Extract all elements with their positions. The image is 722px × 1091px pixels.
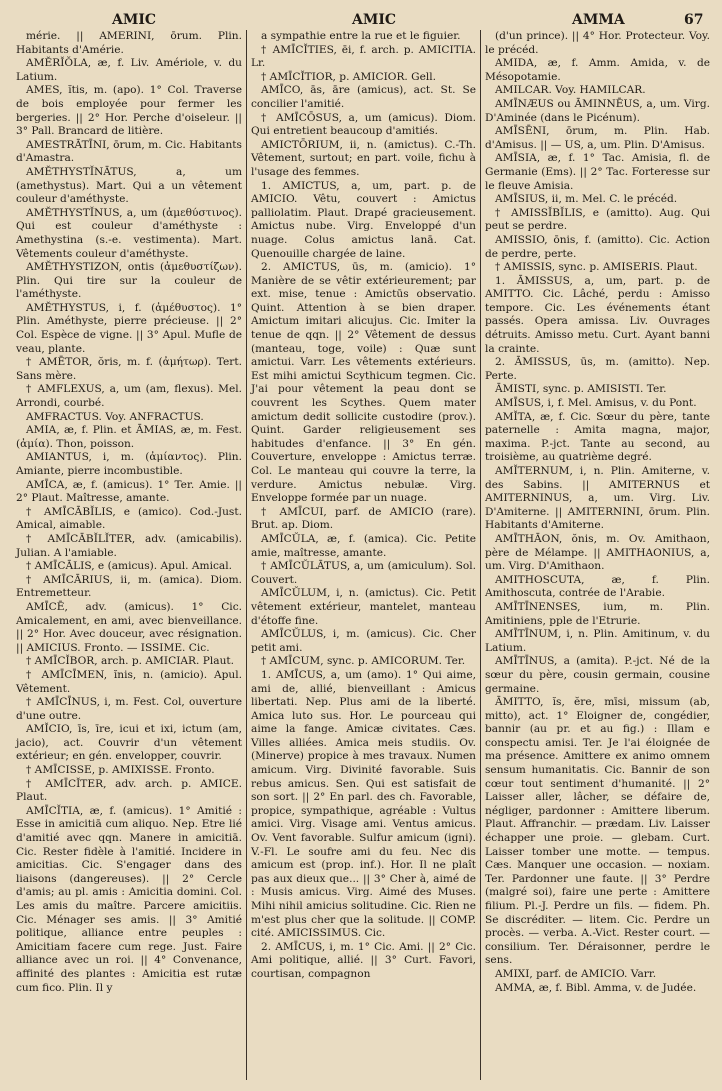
header-left-guide-word: AMIC [112,12,157,28]
dictionary-entry: † AMĪCĀBĬLĬTER, adv. (amicabilis). Julian. A l'amiable. [16,532,242,559]
dictionary-entry: AMĪCĒ, adv. (amicus). 1° Cic. Amicalement, en ami, avec bienveillance. || 2° Hor. Avec douceur, avec résignation. || AMICIUS. Fronto. — ISSIME. Cic. [16,600,242,654]
dictionary-entry: AMILCAR. Voy. HAMILCAR. [495,84,646,97]
dictionary-entry: † AMISSIS, sync. p. AMISERIS. Plaut. [495,261,698,274]
dictionary-entry: a sympathie entre la rue et le figuier. [261,30,461,42]
dictionary-entry: † AMĪCŌSUS, a, um (amicus). Diom. Qui entretient beaucoup d'amitiés. [251,111,476,138]
dictionary-entry: AMĪTĪNENSES, ium, m. Plin. Amitiniens, pple de l'Etrurie. [485,600,710,627]
header-right-guide-word: AMMA [572,12,625,28]
dictionary-entry: † AMFLEXUS, a, um (am, flexus). Mel. Arrondi, courbé. [16,383,242,410]
dictionary-entry: AMĬTERNUM, i, n. Plin. Amiterne, v. des Sabins. || AMITERNUS et AMITERNINUS, a, um. Virg. Liv. D'Amiterne. || AMITERNINI, ōrum. Plin. Habitants d'Amiterne. [485,465,710,532]
dictionary-entry: AMĪTHĀON, ŏnis, m. Ov. Amithaon, père de Mélampe. || AMITHAONIUS, a, um. Virg. D'Amithaon. [485,532,710,573]
dictionary-entry: AMĪCŬLA, æ, f. (amica). Cic. Petite amie, maîtresse, amante. [251,532,476,559]
column-middle [246,30,480,1080]
dictionary-entry: AMIXI, parf. de AMICIO. Varr. [495,967,657,980]
dictionary-entry: AMĪSIUS, ii, m. Mel. C. le précéd. [495,193,678,206]
dictionary-entry: AMITHOSCUTA, æ, f. Plin. Amithoscuta, contrée de l'Arabie. [485,573,710,600]
dictionary-entry: ĀMISTI, sync. p. AMISISTI. Ter. [495,383,667,396]
dictionary-entry: AMĔTHYSTĬNUS, a, um (ἀμεθύστινος). Qui est couleur d'améthyste : Amethystina (s.-e. vestimenta). Mart. Vêtements couleur d'améthyste. [16,206,242,260]
dictionary-entry: AMISSIO, ōnis, f. (amitto). Cic. Action de perdre, perte. [485,233,710,260]
dictionary-entry: AMĬTA, æ, f. Cic. Sœur du père, tante paternelle : Amita magna, major, maxima. P.-jct. Tante au second, au troisième, au quatrième degré. [485,410,710,464]
dictionary-entry: AMIDA, æ, f. Amm. Amida, v. de Mésopotamie. [485,57,710,83]
running-header [12,6,714,30]
dictionary-entry: AMESTRĀTĪNI, ōrum, m. Cic. Habitants d'Amastra. [16,138,242,165]
dictionary-entry: AMĪNÆUS ou ĀMINNĒUS, a, um. Virg. D'Aminée (dans le Picénum). [485,97,710,124]
dictionary-entry: AMĪSIA, æ, f. 1° Tac. Amisia, fl. de Germanie (Ems). || 2° Tac. Forteresse sur le fleuve Amisia. [485,152,710,192]
dictionary-entry: mérie. || AMERINI, ōrum. Plin. Habitants d'Amérie. [16,30,242,56]
dictionary-entry: ĀMITTO, ĭs, ĕre, mīsi, missum (ab, mitto), act. 1° Eloigner de, congédier, bannir (au pr. et au fig.) : Illam e conspectu amisi. Ter. Je l'ai éloignée de ma présence. Amittere ex animo omnem sensum humanitatis. Cic. Bannir de son cœur tout sentiment d'humanité. || 2° Laisser aller, lâcher, se défaire de, négliger, pardonner : Amittere liberum. Plaut. Affranchir. — prædam. Liv. Laisser échapper une proie. — glebam. Curt. Laisser tomber une motte. — tempus. Cæs. Manquer une occasion. — noxiam. Ter. Pardonner une faute. || 3° Perdre (malgré soi), faire une perte : Amittere filium. Pl.-J. Perdre un fils. — fidem. Ph. Se discréditer. — litem. Cic. Perdre un procès. — verba. A.-Vict. Rester court. — consilium. Ter. Déraisonner, perdre le sens. [485,696,710,967]
dictionary-entry: 1. ĀMISSUS, a, um, part. p. de AMITTO. Cic. Lâché, perdu : Amisso tempore. Cic. Les événements étant passés. Opera amissa. Liv. Ouvrages détruits. Amisso metu. Curt. Ayant banni la crainte. [485,274,710,355]
dictionary-entry: AMĪCĬTIA, æ, f. (amicus). 1° Amitié : Esse in amicitiā cum aliquo. Nep. Etre lié d'amitié avec qqn. Manere in amicitiā. Cic. Rester fidèle à l'amitié. Incidere in amicitias. Cic. S'engager dans des liaisons (dangereuses). || 2° Cercle d'amis; au pl. amis : Amicitia domini. Col. Les amis du maître. Parcere amicitiis. Cic. Ménager ses amis. || 3° Amitié politique, alliance entre peuples : Amicitiam facere cum rege. Just. Faire alliance avec un roi. || 4° Convenance, affinité des plantes : Amicitia est rutæ cum fico. Plin. Il y [16,804,242,994]
dictionary-entry: AMĔTHYSTĬNĀTUS, a, um (amethystus). Mart. Qui a un vêtement couleur d'améthyste. [16,165,242,206]
dictionary-entry: AMICTŌRIUM, ii, n. (amictus). C.-Th. Vêtement, surtout; en part. voile, fichu à l'usage des femmes. [251,138,476,178]
dictionary-entry: AMMA, æ, f. Bibl. Amma, v. de Judée. [495,981,697,994]
dictionary-entry: † AMĪCĬTER, adv. arch. p. AMICE. Plaut. [16,777,242,804]
column-left [12,30,246,1080]
page-number: 67 [684,12,704,28]
dictionary-entry: AMĔRĬŎLA, æ, f. Liv. Amériole, v. du Latium. [16,57,242,83]
dictionary-entry: † AMĪCUM, sync. p. AMICORUM. Ter. [261,655,466,668]
dictionary-entry: 2. ĀMISSUS, ūs, m. (amitto). Nep. Perte. [485,356,710,382]
dictionary-entry: AMĪTĪNUS, a (amita). P.-jct. Né de la sœur du père, cousin germain, cousine germaine. [485,655,710,695]
dictionary-entry: AMĪCŬLUS, i, m. (amicus). Cic. Cher petit ami. [251,628,476,654]
dictionary-entry: † AMĪCĀLIS, e (amicus). Apul. Amical. [26,560,232,573]
column-right [480,30,714,1080]
dictionary-entry: AMĪTĪNUM, i, n. Plin. Amitinum, v. du Latium. [485,628,710,654]
dictionary-entry: AMĪCŬLUM, i, n. (amictus). Cic. Petit vêtement extérieur, mantelet, manteau d'étoffe fine. [251,587,476,627]
dictionary-entry: 1. AMICTUS, a, um, part. p. de AMICIO. Vêtu, couvert : Amictus palliolatim. Plaut. Drapé gracieusement. Amictus nube. Virg. Enveloppé d'un nuage. Colus amictus lanā. Cat. Quenouille chargée de laine. [251,179,476,260]
dictionary-entry: † AMISSĬBĬLIS, e (amitto). Aug. Qui peut se perdre. [485,206,710,233]
dictionary-entry: AMĪSUS, i, f. Mel. Amisus, v. du Pont. [495,397,697,410]
dictionary-entry: 2. AMĪCUS, i, m. 1° Cic. Ami. || 2° Cic. Ami politique, allié. || 3° Curt. Favori, courtisan, compagnon [251,940,476,980]
dictionary-entry: † AMĪCĬTIES, ēi, f. arch. p. AMICITIA. Lr. [251,43,476,70]
dictionary-entry: AMĪCO, ās, āre (amicus), act. St. Se concilier l'amitié. [251,84,476,110]
header-center-guide-word: AMIC [352,12,397,28]
dictionary-entry: 1. AMĪCUS, a, um (amo). 1° Qui aime, ami de, allié, bienveillant : Amicus libertati. Nep. Plus ami de la liberté. Amica luto sus. Hor. Le pourceau qui aime la fange. Amicæ civitates. Cæs. Villes alliées. Amica meis studiis. Ov. (Minerve) propice à mes travaux. Numen amicum. Virg. Divinité favorable. Suis rebus amicus. Sen. Qui est satisfait de son sort. || 2° En parl. des ch. Favorable, propice, sympathique, agréable : Vultus amici. Virg. Visage ami. Ventus amicus. Ov. Vent favorable. Sulfur amicum (igni). V.-Fl. Le soufre ami du feu. Nec dis amicum est (prop. inf.). Hor. Il ne plaît pas aux dieux que... || 3° Cher à, aimé de : Musis amicus. Virg. Aimé des Muses. Mihi nihil amicius solitudine. Cic. Rien ne m'est plus cher que la solitude. || COMP. cité. AMICISSIMUS. Cic. [251,668,476,940]
dictionary-entry: † AMĪCĪMEN, ĭnis, n. (amicio). Apul. Vêtement. [16,668,242,695]
dictionary-entry: † AMĪCUI, parf. de AMICIO (rare). Brut. ap. Diom. [251,505,476,532]
dictionary-entry: † AMĪCĪNUS, i, m. Fest. Col, ouverture d'une outre. [16,696,242,722]
dictionary-entry: AMIA, æ, f. Plin. et ĀMIAS, æ, m. Fest. (ἀμία). Thon, poisson. [16,424,242,450]
dictionary-entry: † AMĪCISSE, p. AMIXISSE. Fronto. [26,764,215,777]
dictionary-entry: AMĪCA, æ, f. (amicus). 1° Ter. Amie. || 2° Plaut. Maîtresse, amante. [16,478,242,505]
dictionary-entry: † AMĪCĀRIUS, ii, m. (amica). Diom. Entremetteur. [16,573,242,600]
dictionary-entry: AMĪSĒNI, ōrum, m. Plin. Hab. d'Amisus. || — US, a, um. Plin. D'Amisus. [485,125,710,151]
dictionary-entry: 2. AMICTUS, ūs, m. (amicio). 1° Manière de se vêtir extérieurement; par ext. mise, tenue : Amictūs observatio. Quint. Attention à se bien draper. Amictum imitari alicujus. Cic. Imiter la tenue de qqn. || 2° Vêtement de dessus (manteau, toge, voile) : Quæ sunt amictui. Varr. Les vêtements extérieurs. Est mihi amictui Scythicum tegmen. Cic. J'ai pour vêtement la peau dont se couvrent les Scythes. Quem mater amictum dedit sollicite custodire (prov.). Quint. Garder religieusement ses habitudes d'enfance. || 3° En gén. Couverture, enveloppe : Amictus terræ. Col. Le manteau qui couvre la terre, la verdure. Amictus nebulæ. Virg. Enveloppe formée par un nuage. [251,261,476,505]
entry-columns [12,30,714,1080]
dictionary-entry: † AMĪCĬTIOR, p. AMICIOR. Gell. [261,70,437,83]
dictionary-entry: AMĬCIO, īs, īre, icui et ixi, ictum (am, jacio), act. Couvrir d'un vêtement extérieur; en gén. envelopper, couvrir. [16,723,242,763]
dictionary-entry: (d'un prince). || 4° Hor. Protecteur. Voy. le précéd. [485,30,710,56]
dictionary-entry: † AMĪCĀBĬLIS, e (amico). Cod.-Just. Amical, aimable. [16,505,242,532]
dictionary-entry: † AMĒTOR, ŏris, m. f. (ἀμήτωρ). Tert. Sans mère. [16,356,242,382]
dictionary-entry: † AMĪCĬBOR, arch. p. AMICIAR. Plaut. [26,655,235,668]
dictionary-entry: AMĔTHYSTIZON, ontis (ἀμεθυστίζων). Plin. Qui tire sur la couleur de l'améthyste. [16,261,242,301]
dictionary-entry: AMĔTHYSTUS, i, f. (ἀμέθυστος). 1° Plin. Améthyste, pierre précieuse. || 2° Col. Espèce de vigne. || 3° Apul. Mufle de veau, plante. [16,301,242,355]
dictionary-entry: † AMĪCŬLĀTUS, a, um (amiculum). Sol. Couvert. [251,560,476,586]
dictionary-entry: AMES, ĭtis, m. (apo). 1° Col. Traverse de bois employée pour fermer les bergeries. || 2° Hor. Perche d'oiseleur. || 3° Pall. Brancard de litière. [16,84,242,138]
dictionary-entry: AMFRACTUS. Voy. ANFRACTUS. [26,410,204,423]
dictionary-entry: AMIANTUS, i, m. (ἀμίαντος). Plin. Amiante, pierre incombustible. [16,451,242,477]
